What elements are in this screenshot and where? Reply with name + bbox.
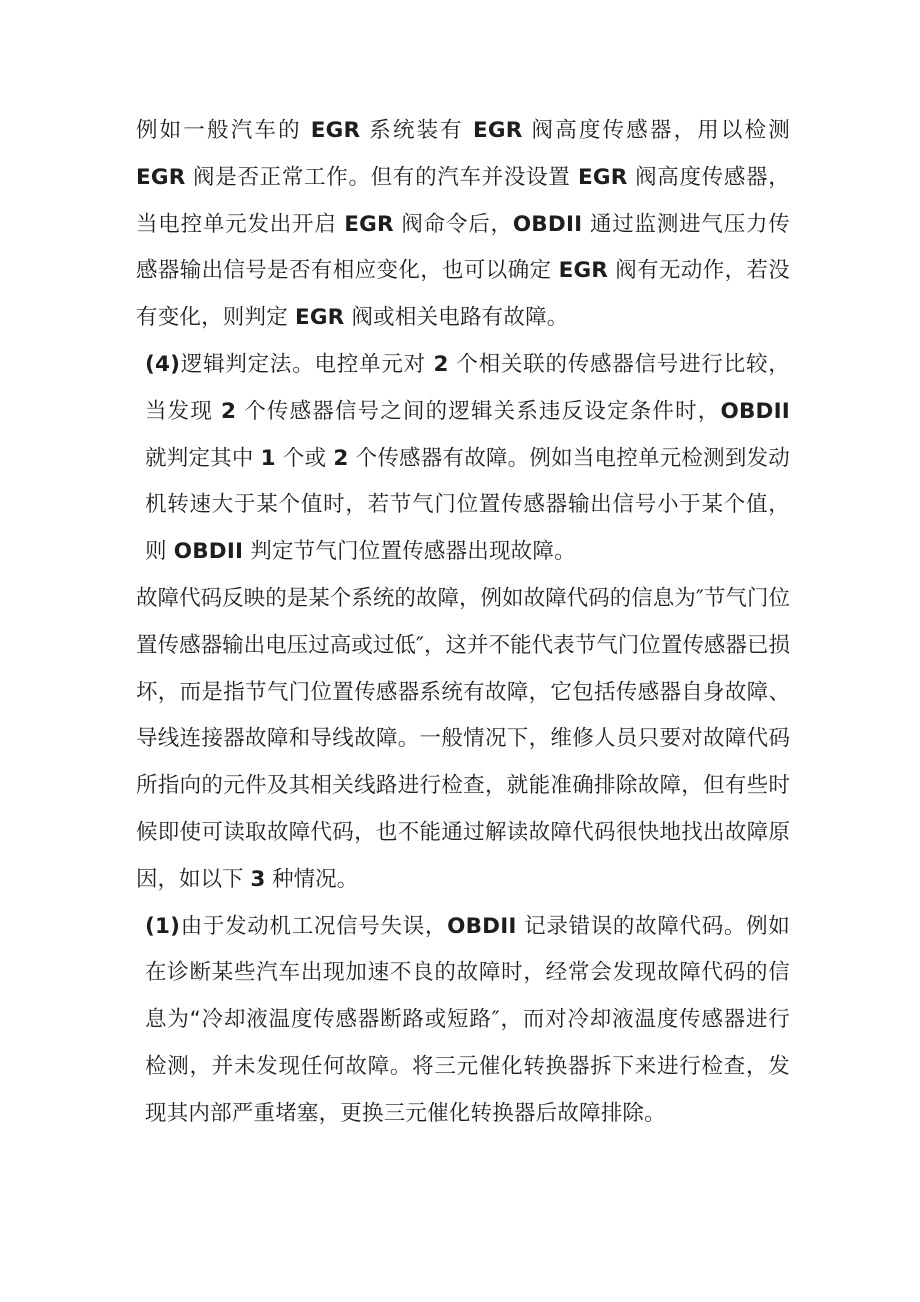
bold-term: EGR [294, 305, 345, 331]
text-run: 个相关联的传感器信号进行比较，当发现 [145, 351, 790, 424]
text-run: 记录错误的故障代码。例如在诊断某些汽车出现加速不良的故障时，经常会发现故障代码的信息为“冷却液温度传感器断路或短路″，而对冷却液温度传感器进行检测，并未发现任何故障。将三元催化转换器拆下来进行检查，发现其内部严重堵塞，更换三元催化转换器后故障排除。 [145, 913, 791, 1126]
text-run: 阀或相关电路有故障。 [344, 305, 569, 331]
bold-term: EGR [344, 211, 394, 237]
bold-term: EGR [578, 164, 628, 190]
text-run: 个传感器信号之间的逻辑关系违反设定条件时， [236, 398, 721, 424]
text-run: 由于发动机工况信号失误， [180, 913, 448, 939]
bold-term: 2 [221, 398, 237, 424]
bold-term: EGR [310, 118, 361, 143]
bold-term: EGR [473, 118, 523, 143]
text-run: 逻辑判定法。电控单元对 [180, 351, 434, 377]
text-run: 例如一般汽车的 [136, 118, 311, 143]
bold-term: OBDII [447, 913, 517, 939]
text-run: 阀高度传感器，当电控单元发出开启 [136, 164, 790, 237]
bold-term: 1 [260, 445, 276, 471]
bold-term: EGR [558, 258, 609, 284]
paragraph-signal-error-case [0, 904, 790, 1138]
bold-term: OBDII [512, 211, 583, 237]
text-run: 判定节气门位置传感器出现故障。 [243, 539, 576, 565]
text-run: 通过监测进气压力传感器输出信号是否有相应变化，也可以确定 [136, 211, 790, 284]
text-run: 阀高度传感器，用以检测 [522, 118, 790, 143]
bold-term: 3 [250, 866, 266, 892]
text-run: 种情况。 [265, 866, 359, 892]
bold-term: (1) [145, 913, 181, 939]
text-run: 个或 [275, 445, 334, 471]
bold-term: (4) [145, 351, 181, 377]
text-run: 系统装有 [360, 118, 473, 143]
text-run: 阀是否正常工作。但有的汽车并没设置 [185, 164, 579, 190]
text-run: 阀命令后， [393, 211, 513, 237]
bold-term: OBDII [173, 539, 244, 565]
bold-term: 2 [433, 351, 449, 377]
text-run: 故障代码反映的是某个系统的故障，例如故障代码的信息为″节气门位置传感器输出电压过高或过低″，这并不能代表节气门位置传感器已损坏，而是指节气门位置传感器系统有故障，它包括传感器自身故障、导线连接器故障和导线故障。一般情况下，维修人员只要对故障代码所指向的元件及其相关线路进行检查，就能准确排除故障，但有些时候即使可读取故障代码，也不能通过解读故障代码很快地找出故障原因，如以下 [136, 585, 790, 892]
paragraph-egr-detection [0, 0, 790, 342]
bold-term: 2 [333, 445, 349, 471]
paragraph-fault-code-meaning [0, 576, 790, 904]
paragraph-logic-method [0, 342, 790, 576]
bold-term: EGR [136, 164, 186, 190]
text-run: 个传感器有故障。例如当电控单元检测到发动机转速大于某个值时，若节气门位置传感器输出信号小于某个值，则 [145, 445, 790, 565]
bold-term: OBDII [720, 398, 790, 424]
text-run: 就判定其中 [145, 445, 261, 471]
text-run: 阀有无动作，若没有变化，则判定 [136, 258, 790, 331]
